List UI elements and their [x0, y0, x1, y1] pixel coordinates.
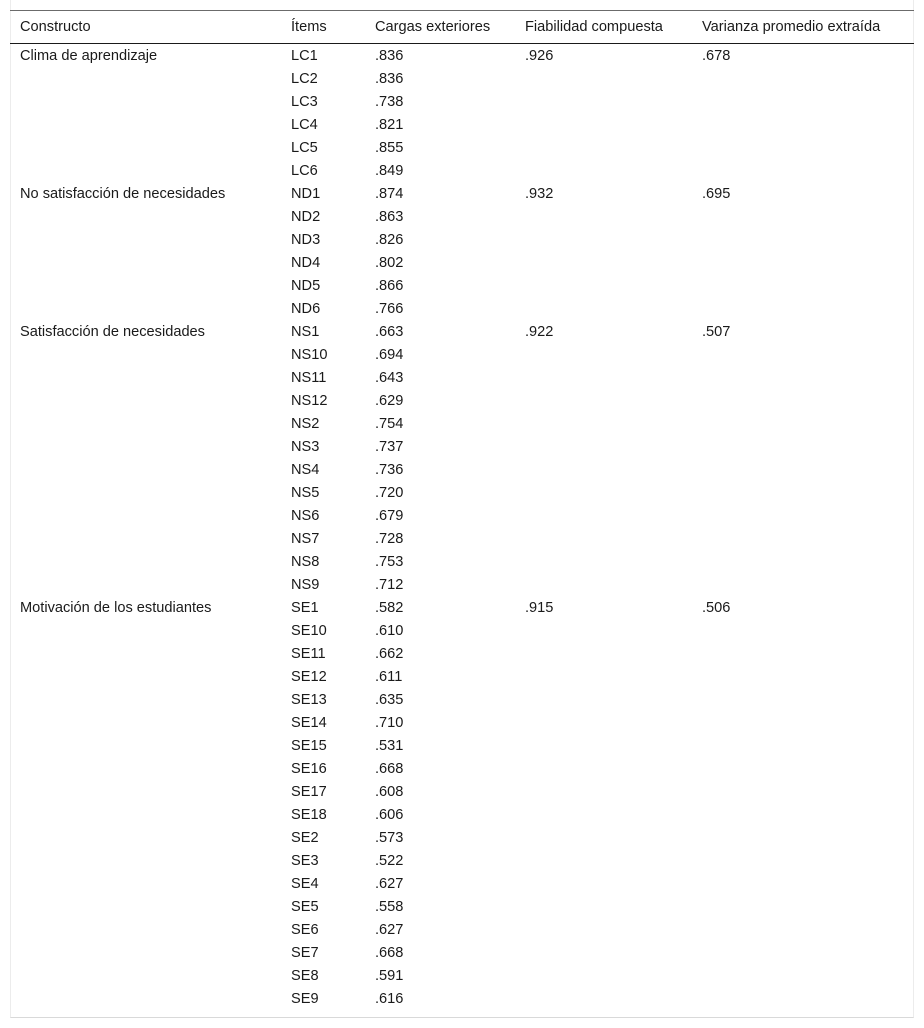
varianza-cell — [692, 367, 914, 390]
varianza-cell — [692, 827, 914, 850]
constructo-cell — [10, 712, 281, 735]
header-row — [10, 11, 914, 44]
varianza-cell: .695 — [702, 186, 731, 202]
table-row — [10, 459, 914, 482]
table-row — [10, 298, 914, 321]
constructo-cell — [10, 574, 281, 597]
carga-cell: .712 — [375, 577, 404, 593]
table-row — [10, 137, 914, 160]
constructo-cell — [10, 666, 281, 689]
table-row — [10, 367, 914, 390]
fiabilidad-cell — [515, 666, 692, 689]
table-row — [10, 574, 914, 597]
fiabilidad-cell — [515, 114, 692, 137]
fiabilidad-cell — [515, 758, 692, 781]
item-cell: NS12 — [291, 393, 328, 409]
constructo-cell — [10, 965, 281, 988]
fiabilidad-cell — [515, 988, 692, 1011]
varianza-cell — [692, 873, 914, 896]
varianza-cell — [692, 275, 914, 298]
varianza-cell — [692, 781, 914, 804]
constructo-cell — [10, 459, 281, 482]
table-row — [10, 91, 914, 114]
constructo-cell — [10, 781, 281, 804]
constructo-cell — [10, 620, 281, 643]
fiabilidad-cell — [515, 827, 692, 850]
item-cell: ND6 — [291, 301, 321, 317]
constructo-cell — [10, 275, 281, 298]
constructo-cell — [10, 482, 281, 505]
carga-cell: .802 — [375, 255, 404, 271]
table-row — [10, 390, 914, 413]
fiabilidad-cell — [515, 275, 692, 298]
table-row — [10, 643, 914, 666]
carga-cell: .826 — [375, 232, 404, 248]
fiabilidad-cell — [515, 298, 692, 321]
fiabilidad-cell — [515, 804, 692, 827]
carga-cell: .668 — [375, 761, 404, 777]
table-row — [10, 804, 914, 827]
item-cell: SE17 — [291, 784, 327, 800]
item-cell: SE18 — [291, 807, 327, 823]
fiabilidad-cell — [515, 896, 692, 919]
table-row — [10, 229, 914, 252]
item-cell: NS1 — [291, 324, 320, 340]
carga-cell: .668 — [375, 945, 404, 961]
carga-cell: .662 — [375, 646, 404, 662]
varianza-cell — [692, 413, 914, 436]
constructo-cell — [10, 758, 281, 781]
varianza-cell — [692, 804, 914, 827]
varianza-cell — [692, 229, 914, 252]
item-cell: ND5 — [291, 278, 321, 294]
varianza-cell — [692, 574, 914, 597]
item-cell: NS11 — [291, 370, 327, 386]
carga-cell: .558 — [375, 899, 404, 915]
table-row — [10, 942, 914, 965]
table-header — [10, 11, 914, 44]
item-cell: LC5 — [291, 140, 318, 156]
fiabilidad-cell — [515, 482, 692, 505]
item-cell: NS5 — [291, 485, 320, 501]
constructo-cell — [10, 827, 281, 850]
fiabilidad-cell: .926 — [525, 48, 554, 64]
table-row — [10, 827, 914, 850]
table-row — [10, 252, 914, 275]
fiabilidad-cell — [515, 942, 692, 965]
table-row — [10, 620, 914, 643]
fiabilidad-cell — [515, 643, 692, 666]
item-cell: LC6 — [291, 163, 318, 179]
fiabilidad-cell: .922 — [525, 324, 554, 340]
table-row — [10, 321, 914, 344]
item-cell: SE13 — [291, 692, 327, 708]
varianza-cell — [692, 666, 914, 689]
table-row — [10, 551, 914, 574]
header-varianza-promedio: Varianza promedio extraída — [702, 19, 881, 35]
header-fiabilidad-compuesta: Fiabilidad compuesta — [525, 19, 663, 35]
item-cell: SE7 — [291, 945, 319, 961]
table-row — [10, 919, 914, 942]
varianza-cell — [692, 91, 914, 114]
constructo-cell — [10, 689, 281, 712]
table-row — [10, 183, 914, 206]
table-row — [10, 781, 914, 804]
header-cargas-exteriores: Cargas exteriores — [375, 19, 491, 35]
fiabilidad-cell — [515, 528, 692, 551]
carga-cell: .855 — [375, 140, 404, 156]
carga-cell: .836 — [375, 71, 404, 87]
table-body — [10, 44, 914, 1012]
carga-cell: .866 — [375, 278, 404, 294]
fiabilidad-cell — [515, 781, 692, 804]
table-row — [10, 114, 914, 137]
table-row — [10, 68, 914, 91]
varianza-cell — [692, 459, 914, 482]
varianza-cell — [692, 137, 914, 160]
constructo-cell — [10, 413, 281, 436]
item-cell: SE15 — [291, 738, 327, 754]
varianza-cell: .507 — [702, 324, 731, 340]
varianza-cell — [692, 735, 914, 758]
item-cell: LC4 — [291, 117, 318, 133]
fiabilidad-cell — [515, 206, 692, 229]
item-cell: NS7 — [291, 531, 320, 547]
table-row — [10, 965, 914, 988]
constructo-cell: Motivación de los estudiantes — [20, 600, 212, 616]
fiabilidad-cell — [515, 505, 692, 528]
constructo-cell — [10, 367, 281, 390]
fiabilidad-cell — [515, 551, 692, 574]
table-row — [10, 160, 914, 183]
carga-cell: .754 — [375, 416, 404, 432]
table-row — [10, 528, 914, 551]
item-cell: SE11 — [291, 646, 326, 662]
carga-cell: .728 — [375, 531, 404, 547]
fiabilidad-cell — [515, 459, 692, 482]
header-constructo: Constructo — [20, 19, 91, 35]
varianza-cell — [692, 919, 914, 942]
constructo-cell: Clima de aprendizaje — [20, 48, 158, 64]
varianza-cell: .678 — [702, 48, 731, 64]
item-cell: SE8 — [291, 968, 319, 984]
fiabilidad-cell — [515, 735, 692, 758]
varianza-cell — [692, 758, 914, 781]
carga-cell: .720 — [375, 485, 404, 501]
carga-cell: .643 — [375, 370, 404, 386]
carga-cell: .736 — [375, 462, 404, 478]
item-cell: SE9 — [291, 991, 319, 1007]
carga-cell: .610 — [375, 623, 404, 639]
varianza-cell — [692, 551, 914, 574]
varianza-cell — [692, 252, 914, 275]
fiabilidad-cell — [515, 229, 692, 252]
varianza-cell — [692, 68, 914, 91]
reliability-table — [10, 10, 914, 1011]
constructo-cell — [10, 344, 281, 367]
item-cell: NS6 — [291, 508, 320, 524]
carga-cell: .874 — [375, 186, 404, 202]
carga-cell: .849 — [375, 163, 404, 179]
table-row — [10, 735, 914, 758]
carga-cell: .582 — [375, 600, 404, 616]
table-row — [10, 505, 914, 528]
carga-cell: .608 — [375, 784, 404, 800]
table-row — [10, 689, 914, 712]
fiabilidad-cell — [515, 252, 692, 275]
carga-cell: .766 — [375, 301, 404, 317]
carga-cell: .611 — [375, 669, 403, 685]
table-row — [10, 44, 914, 69]
constructo-cell: Satisfacción de necesidades — [20, 324, 205, 340]
fiabilidad-cell — [515, 574, 692, 597]
varianza-cell — [692, 988, 914, 1011]
item-cell: SE4 — [291, 876, 319, 892]
table-row — [10, 413, 914, 436]
fiabilidad-cell — [515, 137, 692, 160]
item-cell: ND1 — [291, 186, 321, 202]
table-row — [10, 206, 914, 229]
varianza-cell — [692, 620, 914, 643]
item-cell: SE10 — [291, 623, 327, 639]
varianza-cell — [692, 965, 914, 988]
item-cell: NS9 — [291, 577, 320, 593]
varianza-cell — [692, 160, 914, 183]
fiabilidad-cell — [515, 344, 692, 367]
table-row — [10, 275, 914, 298]
carga-cell: .591 — [375, 968, 404, 984]
varianza-cell — [692, 942, 914, 965]
constructo-cell — [10, 942, 281, 965]
item-cell: LC2 — [291, 71, 318, 87]
constructo-cell — [10, 528, 281, 551]
table-row — [10, 482, 914, 505]
varianza-cell — [692, 206, 914, 229]
item-cell: ND2 — [291, 209, 321, 225]
varianza-cell — [692, 712, 914, 735]
item-cell: SE14 — [291, 715, 327, 731]
table-row — [10, 712, 914, 735]
item-cell: SE16 — [291, 761, 327, 777]
table-row — [10, 896, 914, 919]
varianza-cell — [692, 505, 914, 528]
constructo-cell — [10, 252, 281, 275]
table-row — [10, 666, 914, 689]
constructo-cell — [10, 137, 281, 160]
header-items: Ítems — [291, 19, 327, 35]
varianza-cell — [692, 436, 914, 459]
table-row — [10, 850, 914, 873]
constructo-cell — [10, 643, 281, 666]
carga-cell: .627 — [375, 922, 404, 938]
constructo-cell — [10, 298, 281, 321]
fiabilidad-cell — [515, 873, 692, 896]
constructo-cell — [10, 229, 281, 252]
item-cell: NS10 — [291, 347, 328, 363]
varianza-cell — [692, 298, 914, 321]
carga-cell: .738 — [375, 94, 404, 110]
carga-cell: .522 — [375, 853, 404, 869]
constructo-cell — [10, 160, 281, 183]
item-cell: NS4 — [291, 462, 320, 478]
carga-cell: .753 — [375, 554, 404, 570]
fiabilidad-cell — [515, 91, 692, 114]
constructo-cell — [10, 436, 281, 459]
carga-cell: .629 — [375, 393, 404, 409]
table-row — [10, 758, 914, 781]
item-cell: ND3 — [291, 232, 321, 248]
carga-cell: .694 — [375, 347, 404, 363]
fiabilidad-cell: .915 — [525, 600, 554, 616]
varianza-cell: .506 — [702, 600, 731, 616]
item-cell: LC3 — [291, 94, 318, 110]
fiabilidad-cell: .932 — [525, 186, 554, 202]
carga-cell: .663 — [375, 324, 404, 340]
carga-cell: .616 — [375, 991, 404, 1007]
item-cell: NS3 — [291, 439, 320, 455]
constructo-cell — [10, 896, 281, 919]
varianza-cell — [692, 344, 914, 367]
fiabilidad-cell — [515, 160, 692, 183]
item-cell: SE5 — [291, 899, 319, 915]
carga-cell: .627 — [375, 876, 404, 892]
fiabilidad-cell — [515, 390, 692, 413]
carga-cell: .531 — [375, 738, 404, 754]
carga-cell: .573 — [375, 830, 404, 846]
fiabilidad-cell — [515, 965, 692, 988]
constructo-cell: No satisfacción de necesidades — [20, 186, 226, 202]
item-cell: SE12 — [291, 669, 327, 685]
varianza-cell — [692, 528, 914, 551]
fiabilidad-cell — [515, 919, 692, 942]
constructo-cell — [10, 919, 281, 942]
constructo-cell — [10, 505, 281, 528]
constructo-cell — [10, 850, 281, 873]
varianza-cell — [692, 896, 914, 919]
item-cell: LC1 — [291, 48, 318, 64]
table-row — [10, 344, 914, 367]
fiabilidad-cell — [515, 689, 692, 712]
table-row — [10, 873, 914, 896]
fiabilidad-cell — [515, 436, 692, 459]
constructo-cell — [10, 873, 281, 896]
varianza-cell — [692, 643, 914, 666]
constructo-cell — [10, 91, 281, 114]
carga-cell: .635 — [375, 692, 404, 708]
item-cell: SE6 — [291, 922, 319, 938]
constructo-cell — [10, 390, 281, 413]
carga-cell: .863 — [375, 209, 404, 225]
item-cell: SE1 — [291, 600, 319, 616]
fiabilidad-cell — [515, 620, 692, 643]
fiabilidad-cell — [515, 712, 692, 735]
table-row — [10, 597, 914, 620]
fiabilidad-cell — [515, 68, 692, 91]
constructo-cell — [10, 68, 281, 91]
constructo-cell — [10, 988, 281, 1011]
table-row — [10, 436, 914, 459]
table-row — [10, 988, 914, 1011]
constructo-cell — [10, 114, 281, 137]
item-cell: NS2 — [291, 416, 320, 432]
carga-cell: .606 — [375, 807, 404, 823]
constructo-cell — [10, 804, 281, 827]
carga-cell: .836 — [375, 48, 404, 64]
fiabilidad-cell — [515, 367, 692, 390]
item-cell: NS8 — [291, 554, 320, 570]
varianza-cell — [692, 689, 914, 712]
constructo-cell — [10, 551, 281, 574]
constructo-cell — [10, 206, 281, 229]
varianza-cell — [692, 390, 914, 413]
item-cell: ND4 — [291, 255, 321, 271]
varianza-cell — [692, 114, 914, 137]
fiabilidad-cell — [515, 850, 692, 873]
fiabilidad-cell — [515, 413, 692, 436]
carga-cell: .679 — [375, 508, 404, 524]
carga-cell: .821 — [375, 117, 404, 133]
constructo-cell — [10, 735, 281, 758]
carga-cell: .737 — [375, 439, 404, 455]
varianza-cell — [692, 850, 914, 873]
item-cell: SE3 — [291, 853, 319, 869]
varianza-cell — [692, 482, 914, 505]
carga-cell: .710 — [375, 715, 404, 731]
item-cell: SE2 — [291, 830, 319, 846]
